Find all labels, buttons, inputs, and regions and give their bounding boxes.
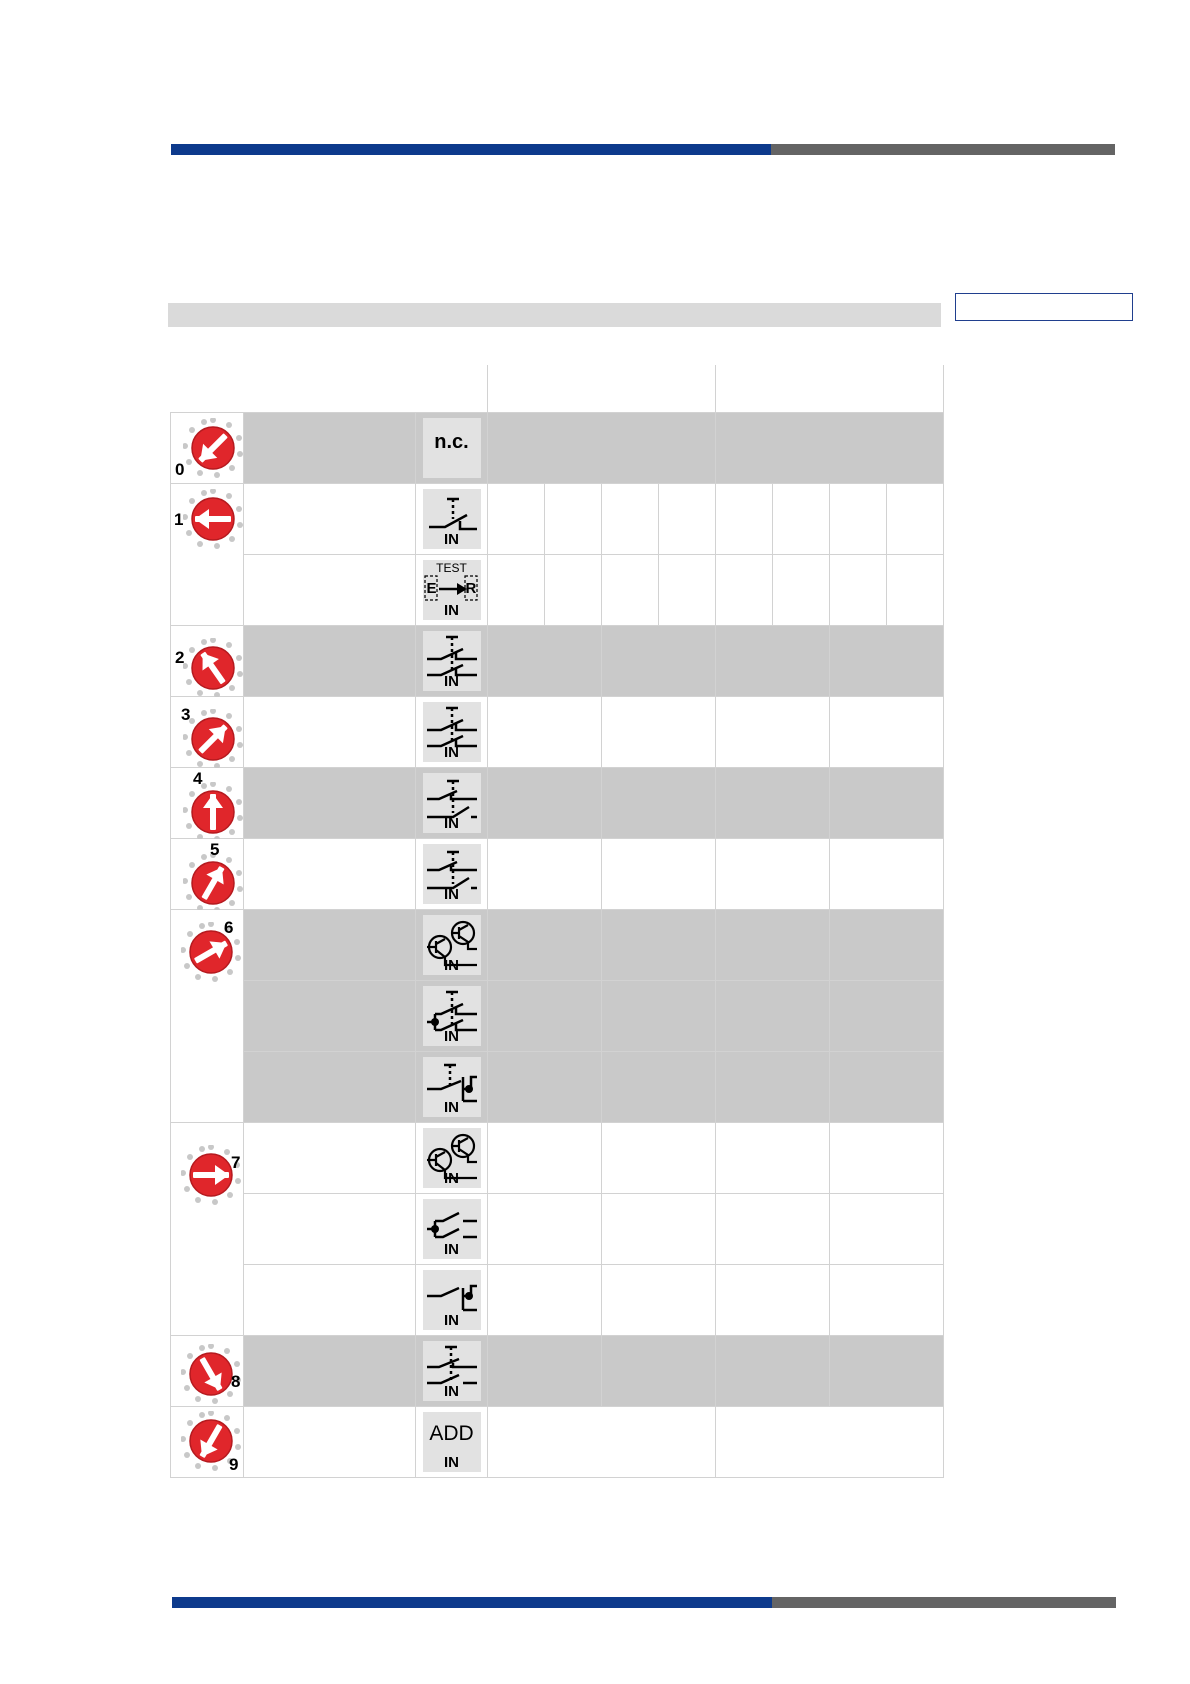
dial-cell xyxy=(171,909,244,1122)
description-cell xyxy=(244,1406,416,1477)
symbol-cell: IN xyxy=(416,1264,488,1335)
rotary-switch-icon xyxy=(183,782,243,842)
rotary-switch-icon xyxy=(183,709,243,769)
table-row xyxy=(171,909,944,980)
description-cell xyxy=(244,625,416,696)
symbol-cell xyxy=(416,412,488,483)
symbol-cell: IN xyxy=(416,696,488,767)
table-row xyxy=(171,483,944,554)
header-bar xyxy=(171,144,1115,155)
table-row xyxy=(171,980,944,1051)
dial-number: 2 xyxy=(175,647,185,667)
dial-cell xyxy=(171,838,244,909)
table-row xyxy=(171,696,944,767)
symbol-cell: TEST E R IN xyxy=(416,554,488,625)
description-cell xyxy=(244,1193,416,1264)
symbol-cell: ADD IN xyxy=(416,1406,488,1477)
dial-number: 5 xyxy=(210,839,220,859)
description-cell xyxy=(244,554,416,625)
table-row xyxy=(171,767,944,838)
description-cell xyxy=(244,412,416,483)
header-col-b xyxy=(716,365,944,412)
dial-cell xyxy=(171,483,244,625)
table-row xyxy=(171,1122,944,1193)
symbol-cell: IN xyxy=(416,980,488,1051)
dial-number: 1 xyxy=(174,509,184,529)
dial-cell xyxy=(171,767,244,838)
table-row xyxy=(171,554,944,625)
header-col-a xyxy=(488,365,716,412)
description-cell xyxy=(244,909,416,980)
description-cell xyxy=(244,1335,416,1406)
description-cell xyxy=(244,838,416,909)
table-row xyxy=(171,1264,944,1335)
symbol-cell: IN xyxy=(416,483,488,554)
dial-cell xyxy=(171,412,244,483)
dial-cell xyxy=(171,1335,244,1406)
description-cell xyxy=(244,696,416,767)
rotary-switch-icon xyxy=(183,489,243,549)
table-row xyxy=(171,625,944,696)
mode-table xyxy=(170,365,944,1478)
dial-number: 3 xyxy=(181,704,191,724)
rotary-switch-icon xyxy=(183,638,243,698)
dial-cell xyxy=(171,696,244,767)
rotary-switch-icon xyxy=(183,418,243,478)
table-row xyxy=(171,1051,944,1122)
symbol-cell: IN xyxy=(416,767,488,838)
dial-cell xyxy=(171,625,244,696)
rotary-switch-icon xyxy=(183,853,243,913)
symbol-cell: IN xyxy=(416,1051,488,1122)
add-icon: ADD xyxy=(429,1421,474,1445)
symbol-cell: IN xyxy=(416,1122,488,1193)
table-row xyxy=(171,838,944,909)
symbol-cell: IN xyxy=(416,838,488,909)
dial-number: 8 xyxy=(231,1371,241,1391)
footer-bar xyxy=(172,1597,1116,1608)
description-cell xyxy=(244,767,416,838)
symbol-cell: IN xyxy=(416,909,488,980)
nc-icon: n.c. xyxy=(434,430,469,453)
side-label-box xyxy=(955,293,1133,321)
table-row xyxy=(171,1406,944,1477)
description-cell xyxy=(244,1264,416,1335)
dial-number: 0 xyxy=(175,459,185,479)
dial-number: 6 xyxy=(224,917,234,937)
table-row xyxy=(171,1193,944,1264)
symbol-cell: IN xyxy=(416,1193,488,1264)
description-cell xyxy=(244,1122,416,1193)
dial-number: 4 xyxy=(193,768,203,788)
description-cell xyxy=(244,483,416,554)
dial-number: 9 xyxy=(229,1454,239,1474)
section-heading-band xyxy=(168,303,941,327)
dial-cell xyxy=(171,1122,244,1335)
symbol-cell: IN xyxy=(416,1335,488,1406)
description-cell xyxy=(244,1051,416,1122)
table-row xyxy=(171,1335,944,1406)
table-header-row xyxy=(171,365,944,412)
dial-cell xyxy=(171,1406,244,1477)
description-cell xyxy=(244,980,416,1051)
dial-number: 7 xyxy=(231,1152,241,1172)
table-row xyxy=(171,412,944,483)
symbol-cell: IN xyxy=(416,625,488,696)
